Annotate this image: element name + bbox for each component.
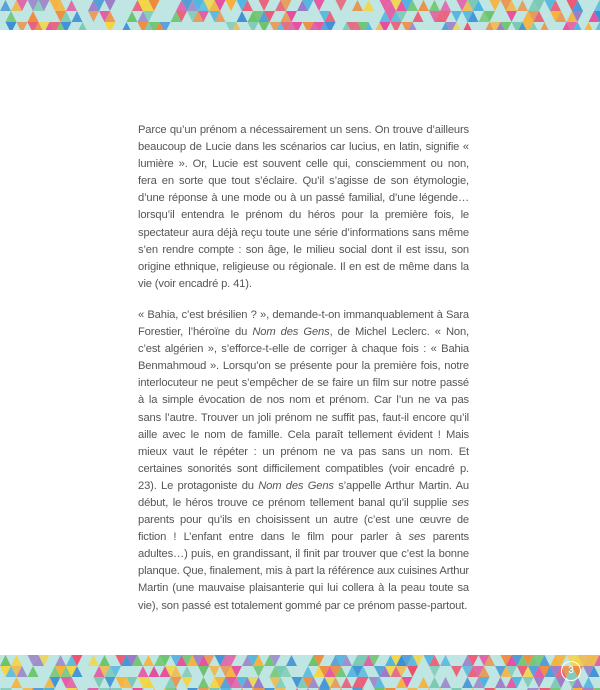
pattern-triangle (495, 677, 506, 688)
pattern-triangle (440, 655, 451, 666)
pattern-triangle (28, 11, 39, 22)
pattern-triangle (429, 0, 440, 11)
pattern-triangle (429, 666, 440, 677)
pattern-triangle (259, 22, 270, 30)
pattern-triangle (462, 677, 473, 688)
bottom-decorative-band (0, 655, 600, 690)
pattern-triangle (583, 22, 594, 30)
pattern-triangle (11, 655, 22, 666)
pattern-triangle (583, 677, 594, 688)
pattern-triangle (99, 655, 110, 666)
pattern-triangle (534, 677, 545, 688)
pattern-triangle (517, 0, 528, 11)
pattern-triangle (198, 666, 209, 677)
triangle-pattern-top (0, 0, 600, 30)
page-number: 3 (561, 661, 581, 681)
pattern-triangle (248, 22, 259, 30)
pattern-triangle (209, 666, 220, 677)
pattern-triangle (105, 677, 116, 688)
p2-text-g: parents pour qu’ils en choisissent un autre (c’est une œuvre de fiction ! L’enfant entre dans le film pour parler à (138, 514, 469, 544)
pattern-triangle (341, 677, 352, 688)
pattern-triangle (523, 677, 534, 688)
pattern-triangle (72, 11, 83, 22)
pattern-triangle (286, 655, 297, 666)
pattern-triangle (418, 0, 429, 11)
pattern-triangle (55, 655, 66, 666)
emphasis: ses (452, 496, 469, 509)
pattern-triangle (451, 11, 462, 22)
pattern-triangle (138, 666, 149, 677)
pattern-triangle (440, 0, 451, 11)
pattern-triangle (11, 677, 22, 688)
top-decorative-band (0, 0, 600, 30)
emphasis: ses (408, 531, 426, 544)
pattern-triangle (418, 677, 429, 688)
pattern-triangle (237, 11, 248, 22)
film-title: Nom des Gens (258, 479, 334, 492)
pattern-triangle (66, 0, 77, 11)
pattern-triangle (539, 22, 550, 30)
pattern-triangle (490, 0, 501, 11)
pattern-triangle (407, 666, 418, 677)
pattern-triangle (413, 11, 424, 22)
paragraph-2 (138, 307, 469, 615)
pattern-triangle (143, 655, 154, 666)
pattern-triangle (121, 22, 132, 30)
pattern-triangle (149, 666, 160, 677)
pattern-triangle (127, 11, 138, 22)
pattern-triangle (94, 677, 105, 688)
pattern-triangle (28, 666, 39, 677)
pattern-triangle (77, 22, 88, 30)
pattern-triangle (6, 22, 17, 30)
pattern-triangle (352, 0, 363, 11)
pattern-triangle (253, 666, 264, 677)
pattern-triangle (88, 655, 99, 666)
pattern-triangle (336, 0, 347, 11)
pattern-triangle (17, 22, 28, 30)
body-text (138, 122, 469, 615)
p2-text-i: parents adultes…) puis, en grandissant, il finit par trouver que c’est la bonne planque. Que, finalement, mis à part la référence aux cuisines Arthur Martin (une mauvaise plaisanterie qui lui collera à la peau toute sa vie), son passé est totalement gommé par ce prénom passe-partout. (138, 531, 469, 612)
pattern-triangle (363, 0, 374, 11)
p2-text-c: , de Michel Leclerc. « Non, c’est algérien », s’efforce-t-elle de corriger à chaque fois : « Bahia Benmahmoud ». Lorsqu’on se présente pour la première fois, notre interlocuteur ne peut s’empêcher de se faire un film sur notre passé à la simple évocation de nos nom et prénom. Car l’un ne va pas sans l’autre. Trouver un joli prénom ne suffit pas, faut-il encore qu’il aille avec le nom de famille. Cela paraît tellement évident ! Mais mieux vaut le répéter : un prénom ne va pas sans un nom. Et certaines sonorités sont difficilement compatibles (voir encadré p. 23). Le protagoniste du (138, 326, 469, 492)
pattern-triangle (105, 22, 116, 30)
pattern-triangle (182, 677, 193, 688)
p2-text-e: s’appelle Arthur Martin. Au début, le héros trouve ce prénom tellement banal qu’il supplie (138, 479, 469, 509)
pattern-triangle (105, 0, 116, 11)
pattern-triangle (88, 11, 99, 22)
film-title: Nom des Gens (252, 326, 330, 339)
pattern-triangle (594, 22, 600, 30)
paragraph-1: Parce qu’un prénom a nécessairement un sens. On trouve d’ailleurs beaucoup de Lucie dans les scénarios car lucius, en latin, signifie « lumière ». Or, Lucie est souvent celle qui, consciemment ou non, fera en sorte que tout s’éclaire. Qu’il s’agisse de son étymologie, d’une réponse à une mode ou à un passé familial, d’une légende… lorsqu’il entendra le prénom du héros pour la première fois, le spectateur aura déjà reçu toute une série d’informations sans même s’en rendre compte : son âge, le milieu social dont il est issu, son origine ethnique, religieuse ou régionale. Il en est de même dans la vie (voir encadré p. 41). (138, 124, 469, 290)
pattern-triangle (506, 11, 517, 22)
triangle-pattern-bottom (0, 655, 600, 690)
pattern-triangle (594, 0, 600, 11)
pattern-triangle (451, 666, 462, 677)
p2-text-a: « Bahia, c’est brésilien ? », demande-t-on immanquablement à Sara Forestier, l’héroïne du (138, 308, 469, 339)
pattern-triangle (391, 22, 402, 30)
pattern-triangle (314, 0, 325, 11)
pattern-triangle (429, 677, 440, 688)
pattern-triangle (303, 666, 314, 677)
pattern-triangle (198, 677, 209, 688)
pattern-triangle (0, 655, 11, 666)
pattern-triangle (259, 0, 270, 11)
pattern-triangle (182, 666, 193, 677)
pattern-triangle (0, 0, 11, 11)
pattern-triangle (226, 0, 237, 11)
pattern-triangle (462, 22, 473, 30)
pattern-triangle (440, 677, 451, 688)
pattern-triangle (6, 11, 17, 22)
